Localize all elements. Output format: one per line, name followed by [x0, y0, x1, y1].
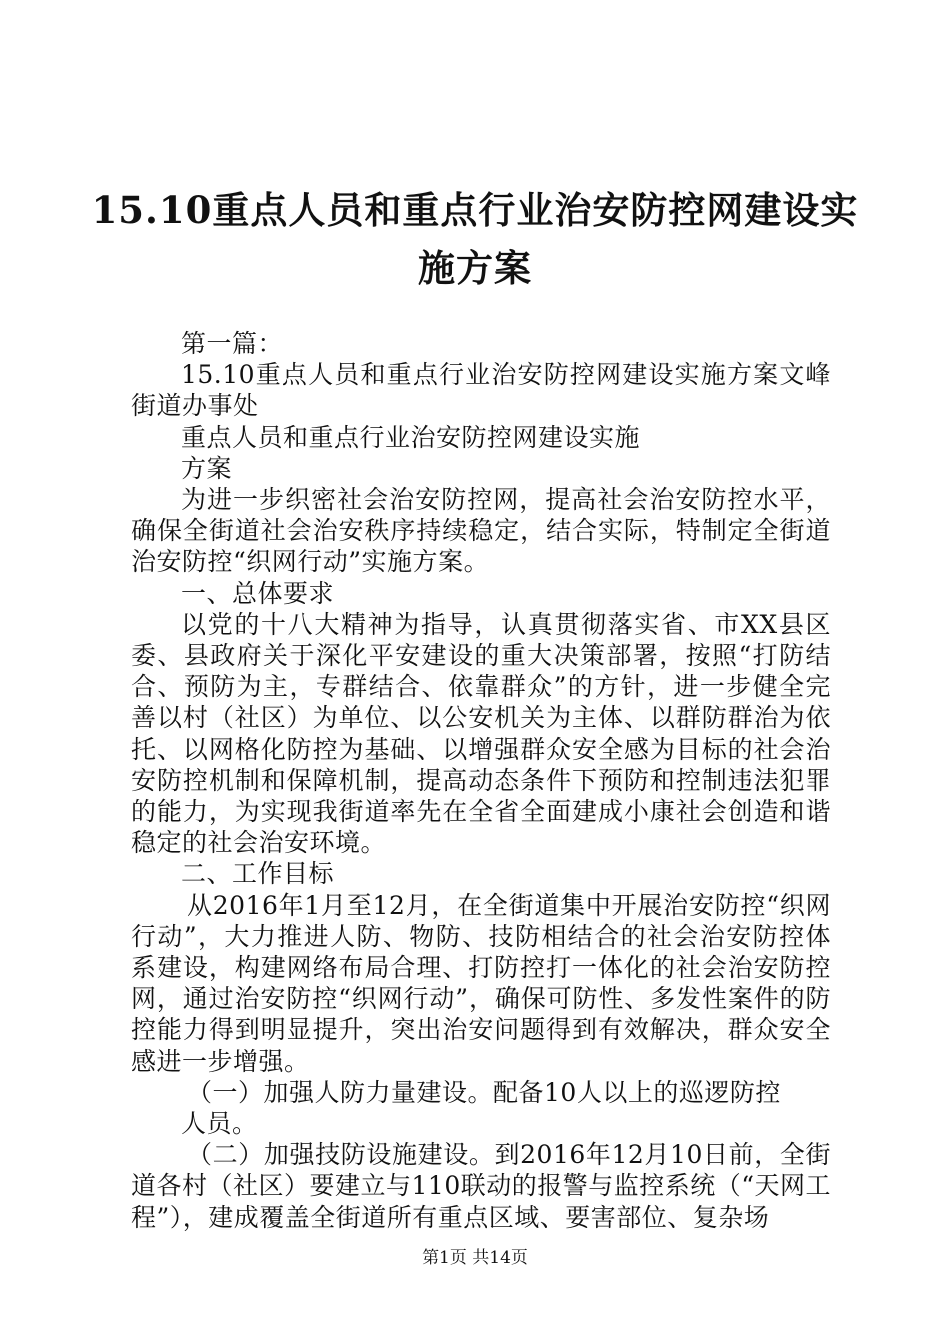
paragraph: 15.10重点人员和重点行业治安防控网建设实施方案文峰街道办事处 [131, 360, 831, 421]
paragraph: 人员。 [181, 1109, 258, 1139]
paragraph: 方案 [181, 453, 233, 483]
paragraph: 为进一步织密社会治安防控网，提高社会治安防控水平，确保全街道社会治安秩序持续稳定，结合实际，特制定全街道治安防控“织网行动”实施方案。 [131, 485, 831, 577]
paragraph: （二）加强技防设施建设。到2016年12月10日前，全街道各村（社区）要建立与110联动的报警与监控系统（“天网工程”），建成覆盖全街道所有重点区域、要害部位、复杂场 [131, 1140, 832, 1232]
document-title-line-1: 15.10重点人员和重点行业治安防控网建设实 [91, 188, 859, 232]
section-heading: 第一篇： [181, 329, 284, 358]
document-title-line-2: 施方案 [418, 246, 532, 290]
paragraph: （一）加强人防力量建设。配备10人以上的巡逻防控 [187, 1077, 781, 1107]
paragraph: 以党的十八大精神为指导，认真贯彻落实省、市XX县区委、县政府关于深化平安建设的重大决策部署，按照“打防结合、预防为主，专群结合、依靠群众”的方针，进一步健全完善以村（社区）为单位、以公安机关为主体、以群防群治为依托、以网格化防控为基础、以增强群众安全感为目标的社会治安防控机制和保障机制，提高动态条件下预防和控制违法犯罪的能力，为实现我街道率先在全省全面建成小康社会创造和谐稳定的社会治安环境。 [131, 609, 831, 858]
document-body [131, 328, 831, 1233]
paragraph: 重点人员和重点行业治安防控网建设实施 [181, 422, 641, 452]
page-number: 第1页 共14页 [422, 1248, 528, 1268]
paragraph: 从2016年1月至12月，在全街道集中开展治安防控“织网行动”，大力推进人防、物防、技防相结合的社会治安防控体系建设，构建网络布局合理、打防控打一体化的社会治安防控网，通过治安防控“织网行动”，确保可防性、多发性案件的防控能力得到明显提升，突出治安问题得到有效解决，群众安全感进一步增强。 [131, 890, 831, 1076]
section-heading: 一、总体要求 [181, 578, 335, 608]
section-heading: 二、工作目标 [181, 859, 335, 889]
